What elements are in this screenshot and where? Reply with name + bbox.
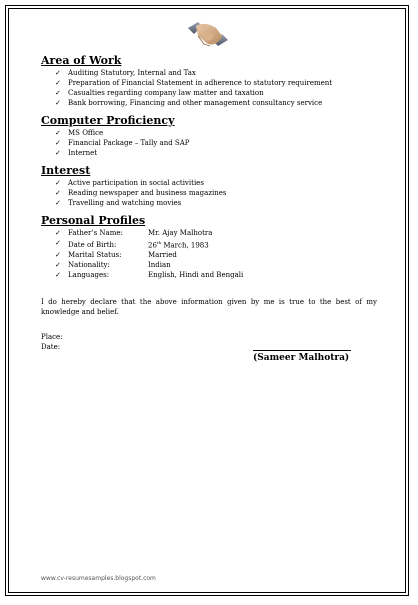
profile-row <box>41 260 377 270</box>
computer-proficiency-list <box>41 128 377 158</box>
checkmark-icon: ✓ <box>55 129 61 137</box>
checkmark-icon: ✓ <box>55 199 61 207</box>
profile-value: Married <box>148 251 177 260</box>
profile-value-rest: March, 1983 <box>161 241 209 250</box>
computer-proficiency-section <box>41 114 377 158</box>
declaration-text: I do hereby declare that the above information given by me is true to the best of my knowledge and belief. <box>41 298 377 317</box>
checkmark-icon: ✓ <box>55 189 61 197</box>
signature-block <box>253 350 353 363</box>
profile-value: 26 <box>148 241 157 250</box>
signature-line <box>253 350 351 351</box>
checkmark-icon: ✓ <box>55 89 61 97</box>
list-item: ✓ Reading newspaper and business magazines <box>55 189 227 197</box>
interest-section <box>41 164 377 208</box>
interest-heading: Interest <box>41 164 91 177</box>
area-of-work-section <box>41 54 377 108</box>
list-item: ✓ MS Office <box>55 129 104 137</box>
profile-value-ordinal: th <box>156 240 162 245</box>
profile-label: Date of Birth: <box>68 241 117 250</box>
checkmark-icon: ✓ <box>55 79 61 87</box>
area-of-work-list <box>41 68 377 108</box>
checkmark-icon: ✓ <box>55 251 61 260</box>
profile-row <box>41 238 377 250</box>
personal-profiles-list <box>41 228 377 280</box>
profile-value: Mr. Ajay Malhotra <box>148 229 213 237</box>
list-item: ✓ Internet <box>55 149 98 157</box>
list-item: ✓ Auditing Statutory, Internal and Tax <box>55 69 196 77</box>
computer-proficiency-heading: Computer Proficiency <box>41 114 175 127</box>
list-item: ✓ Preparation of Financial Statement in adherence to statutory requirement <box>55 79 333 87</box>
checkmark-icon: ✓ <box>55 261 61 270</box>
profile-label: Nationality: <box>68 261 110 270</box>
profile-value: Indian <box>148 261 171 270</box>
list-item: ✓ Financial Package – Tally and SAP <box>55 139 190 147</box>
place-label: Place: <box>41 333 63 342</box>
list-item: ✓ Travelling and watching movies <box>55 199 182 207</box>
checkmark-icon: ✓ <box>55 179 61 187</box>
checkmark-icon: ✓ <box>55 271 61 280</box>
personal-profiles-section <box>41 214 377 280</box>
resume-content <box>41 54 377 352</box>
checkmark-icon: ✓ <box>55 239 61 247</box>
profile-row <box>41 250 377 260</box>
profile-label: Languages: <box>68 271 110 280</box>
interest-list <box>41 178 377 208</box>
list-item: ✓ Active participation in social activities <box>55 179 204 187</box>
profile-value: English, Hindi and Bengali <box>148 271 244 280</box>
list-item: ✓ Casualties regarding company law matter and taxation <box>55 89 264 97</box>
profile-row <box>41 270 377 280</box>
personal-profiles-heading: Personal Profiles <box>41 214 146 227</box>
profile-row <box>41 228 377 238</box>
list-item: ✓ Bank borrowing, Financing and other management consultancy service <box>55 99 323 107</box>
checkmark-icon: ✓ <box>55 69 61 77</box>
signature-name: (Sameer Malhotra) <box>253 353 350 363</box>
handshake-icon <box>186 14 230 54</box>
profile-label: Father’s Name: <box>68 229 123 237</box>
checkmark-icon: ✓ <box>55 229 61 237</box>
checkmark-icon: ✓ <box>55 99 61 107</box>
area-of-work-heading: Area of Work <box>41 54 122 67</box>
profile-label: Marital Status: <box>68 251 122 260</box>
checkmark-icon: ✓ <box>55 149 61 157</box>
checkmark-icon: ✓ <box>55 139 61 147</box>
date-label: Date: <box>41 343 61 352</box>
footer-url: www.cv-resumesamples.blogspot.com <box>41 575 156 582</box>
